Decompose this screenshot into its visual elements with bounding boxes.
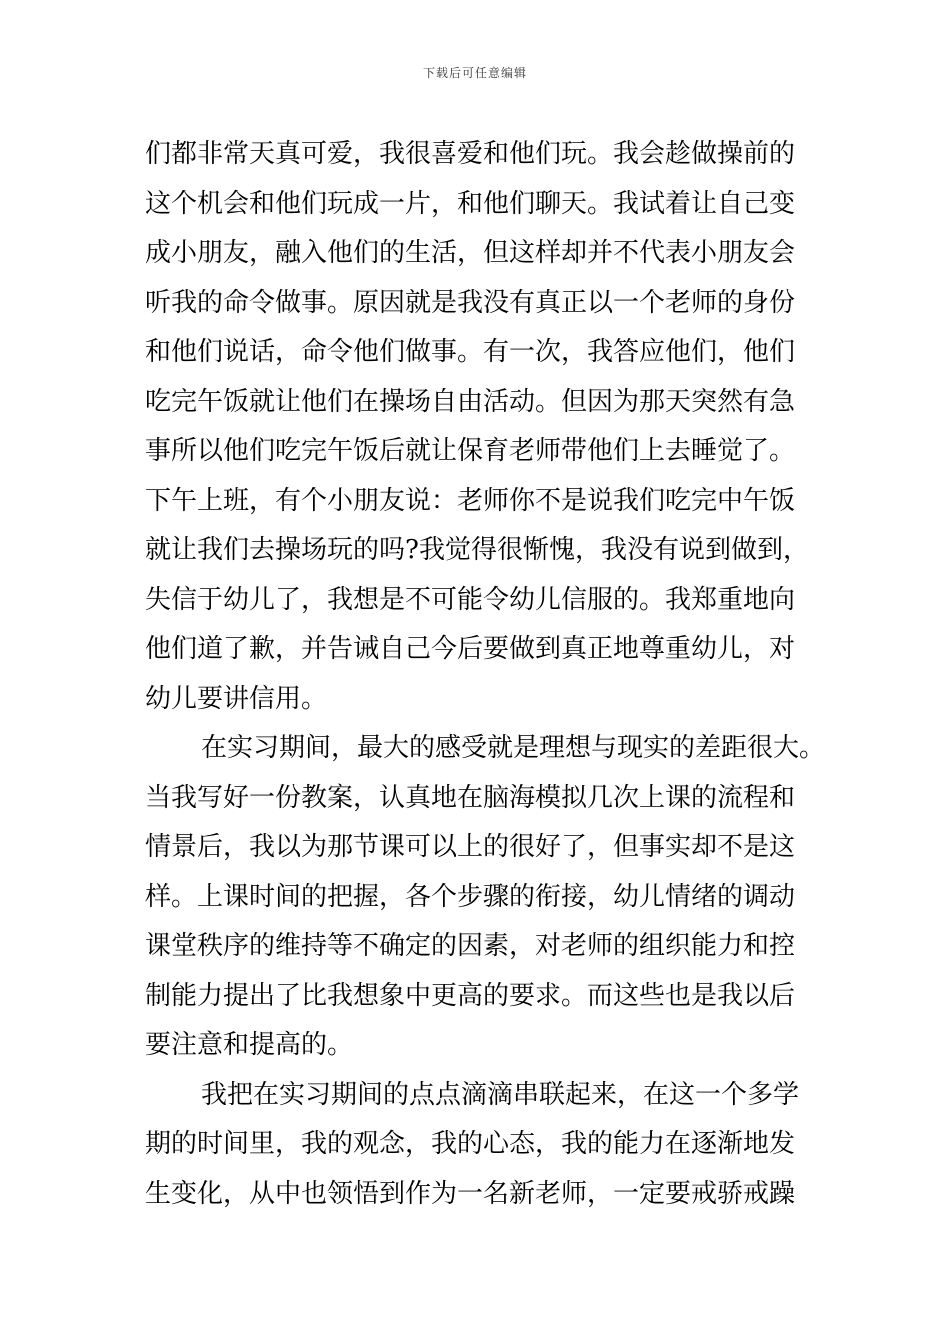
text-line: 事所以他们吃完午饭后就让保育老师带他们上去睡觉了。 [145,436,796,466]
text-line: 和他们说话，命令他们做事。有一次，我答应他们，他们 [145,337,796,367]
text-line: 们都非常天真可爱，我很喜爱和他们玩。我会趁做操前的 [145,139,796,169]
text-line: 情景后，我以为那节课可以上的很好了，但事实却不是这 [145,832,796,862]
text-line: 样。上课时间的把握，各个步骤的衔接，幼儿情绪的调动 [145,881,796,912]
text-line: 当我写好一份教案，认真地在脑海模拟几次上课的流程和 [145,782,796,813]
paragraph-first-line: 在实习期间，最大的感受就是理想与现实的差距很大。 [201,733,826,763]
document-body [145,130,826,1219]
text-line: 幼儿要讲信用。 [145,683,328,714]
text-line: 下午上班，有个小朋友说：老师你不是说我们吃完中午饭 [145,485,796,516]
text-line: 成小朋友，融入他们的生活，但这样却并不代表小朋友会 [145,238,796,268]
text-line: 他们道了歉，并告诫自己今后要做到真正地尊重幼儿，对 [145,634,796,664]
text-line: 制能力提出了比我想象中更高的要求。而这些也是我以后 [145,980,796,1011]
page-header: 下载后可任意编辑 [422,66,527,80]
text-line: 期的时间里，我的观念，我的心态，我的能力在逐渐地发 [145,1129,796,1159]
text-line: 失信于幼儿了，我想是不可能令幼儿信服的。我郑重地向 [145,584,796,615]
text-line: 要注意和提高的。 [145,1030,354,1060]
text-line: 课堂秩序的维持等不确定的因素，对老师的组织能力和控 [145,931,796,961]
text-line: 就让我们去操场玩的吗?我觉得很惭愧，我没有说到做到， [145,535,809,565]
text-line: 听我的命令做事。原因就是我没有真正以一个老师的身份 [145,287,796,318]
text-line: 生变化，从中也领悟到作为一名新老师，一定要戒骄戒躁 [145,1178,796,1209]
text-line: 这个机会和他们玩成一片，和他们聊天。我试着让自己变 [145,188,796,219]
paragraph-first-line: 我把在实习期间的点点滴滴串联起来，在这一个多学 [201,1079,800,1110]
text-line: 吃完午饭就让他们在操场自由活动。但因为那天突然有急 [145,386,796,417]
